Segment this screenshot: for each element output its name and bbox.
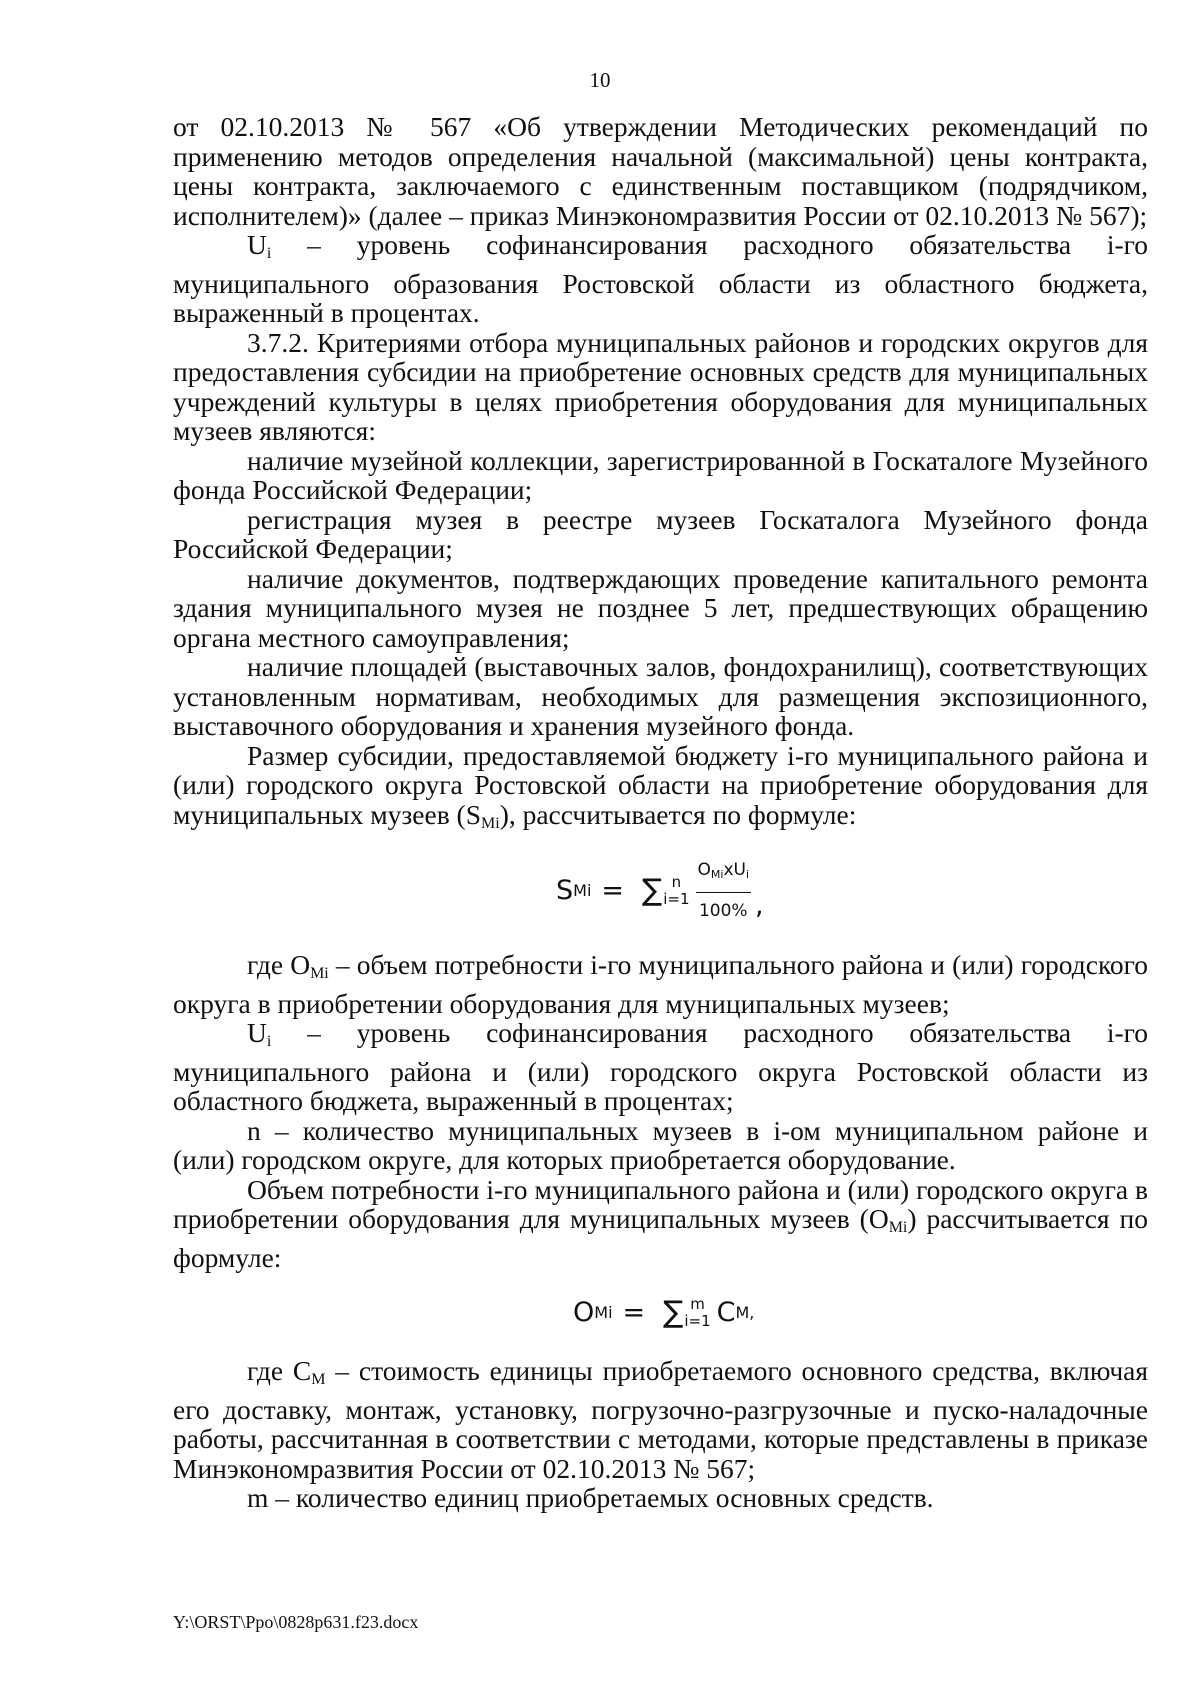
sigma-icon: ∑ xyxy=(642,873,663,908)
subsidy-size-end: ), рассчитывается по формуле: xyxy=(499,798,857,830)
paragraph-m-definition: m – количество единиц приобретаемых основных средств. xyxy=(247,1482,934,1513)
paragraph-criteria-intro: 3.7.2. Критериями отбора муниципальных районов и городских округов для предоставления субсидии на приобретение основных средств для муниципальных учреждений культуры в целях приобретения оборудования для муниципальных музеев являются: xyxy=(173,326,1148,446)
formula2-lower-limit: i=1 xyxy=(684,1312,711,1330)
omi-start: где O xyxy=(247,949,311,980)
formula2-lhs-subscript: Mi xyxy=(594,1303,613,1323)
paragraph-subsidy-size xyxy=(173,741,1148,839)
formula2-equals: = xyxy=(622,1297,646,1329)
formula1-fraction xyxy=(696,856,752,926)
symbol-u-2: U xyxy=(247,1017,267,1048)
paragraph-ui-definition xyxy=(173,230,1148,328)
paragraph-volume-need xyxy=(173,1175,1148,1273)
paragraph-ui-definition-2 xyxy=(173,1018,1148,1116)
formula1-limits xyxy=(663,874,689,908)
formula-volume xyxy=(173,1272,1148,1356)
document-body xyxy=(173,112,1148,1513)
subsidy-size-subscript: Mi xyxy=(481,814,500,832)
paragraph-criterion-collection: наличие музейной коллекции, зарегистрированной в Госкаталоге Музейного фонда Российской Федерации; xyxy=(173,444,1148,505)
symbol-u-subscript: i xyxy=(266,245,272,262)
paragraph-criterion-registry: регистрация музея в реестре музеев Госкаталога Музейного фонда Российской Федерации; xyxy=(173,503,1148,564)
paragraph-cm-definition xyxy=(173,1356,1148,1483)
symbol-u-2-subscript: i xyxy=(266,1033,272,1050)
volume-need-end: ) рассчитывается по формуле: xyxy=(173,1203,1148,1273)
formula2-upper-limit: m xyxy=(690,1295,705,1313)
omi-text: – объем потребности i-го муниципального района и (или) городского округа в приобретении оборудования для муниципальных музеев; xyxy=(173,949,1148,1019)
symbol-u: U xyxy=(247,229,267,260)
cm-text: – стоимость единицы приобретаемого основного средства, включая его доставку, монтаж, установку, погрузочно-разгрузочные и пуско-наладочные работы, рассчитанная в соответствии с методами, которые представлены в приказе Минэкономразвития России от 02.10.2013 № 567; xyxy=(173,1355,1149,1484)
formula2-lhs: O xyxy=(573,1297,595,1329)
formula1-lhs-subscript: Mi xyxy=(573,881,592,901)
paragraph-criterion-premises: наличие площадей (выставочных залов, фондохранилищ), соответствующих установленным нормативам, необходимых для размещения экспозиционного, выставочного оборудования и хранения музейного фонда. xyxy=(173,651,1148,741)
formula1-trailing-comma: , xyxy=(755,889,764,921)
formula1-num-sub2: i xyxy=(745,868,750,881)
formula2-term: C xyxy=(716,1297,736,1329)
ui-definition-text: – уровень софинансирования расходного обязательства i-го муниципального образования Ростовской области из областного бюджета, выраженный в процентах. xyxy=(173,229,1148,328)
formula1-num-sub: Mi xyxy=(710,868,724,881)
formula-volume-expression xyxy=(573,1296,754,1330)
ui-definition-2-text: – уровень софинансирования расходного обязательства i-го муниципального района и (или) городского округа Ростовской области из областного бюджета, выраженный в процентах; xyxy=(173,1017,1148,1116)
volume-need-text: Объем потребности i-го муниципального района и (или) городского округа в приобретении оборудования для муниципальных музеев (O xyxy=(173,1173,1148,1234)
formula-subsidy xyxy=(173,838,1148,950)
paragraph-order-reference: от 02.10.2013 № 567 «Об утверждении Методических рекомендаций по применению методов определения начальной (максимальной) цены контракта, цены контракта, заключаемого с единственным поставщиком (подрядчиком, исполнителем)» (далее – приказ Минэкономразвития России от 02.10.2013 № 567); xyxy=(173,111,1148,231)
formula1-sum xyxy=(642,874,690,908)
formula1-upper-limit: n xyxy=(671,873,682,891)
formula2-term-subscript: M, xyxy=(735,1303,755,1323)
formula1-denominator: 100% xyxy=(698,900,748,921)
formula1-lower-limit: i=1 xyxy=(663,890,690,908)
formula1-lhs: S xyxy=(556,875,574,907)
formula-subsidy-expression xyxy=(556,856,764,926)
formula2-sum xyxy=(663,1296,711,1330)
paragraph-n-definition: n – количество муниципальных музеев в i-ом муниципальном районе и (или) городском округе, для которых приобретается оборудование. xyxy=(173,1114,1148,1175)
subsidy-size-text: Размер субсидии, предоставляемой бюджету i-го муниципального района и (или) городского округа Ростовской области на приобретение оборудования для муниципальных музеев (S xyxy=(173,739,1148,830)
cm-start: где C xyxy=(247,1355,312,1386)
sigma-icon: ∑ xyxy=(663,1295,684,1330)
formula1-numerator xyxy=(696,856,752,893)
page-number: 10 xyxy=(589,68,611,92)
cm-subscript: M xyxy=(311,1371,326,1388)
paragraph-criterion-repair: наличие документов, подтверждающих проведение капитального ремонта здания муниципального музея не позднее 5 лет, предшествующих обращению органа местного самоуправления; xyxy=(173,562,1148,653)
omi-subscript: Mi xyxy=(310,965,329,982)
volume-need-subscript: Mi xyxy=(888,1219,908,1236)
formula1-num-mid: xU xyxy=(723,860,746,880)
formula1-num-o: O xyxy=(697,860,711,880)
formula1-equals: = xyxy=(601,875,625,907)
formula2-limits xyxy=(684,1296,710,1330)
paragraph-omi-definition xyxy=(173,950,1148,1018)
file-path-footer: Y:\ORST\Ppo\0828p631.f23.docx xyxy=(173,1612,419,1632)
